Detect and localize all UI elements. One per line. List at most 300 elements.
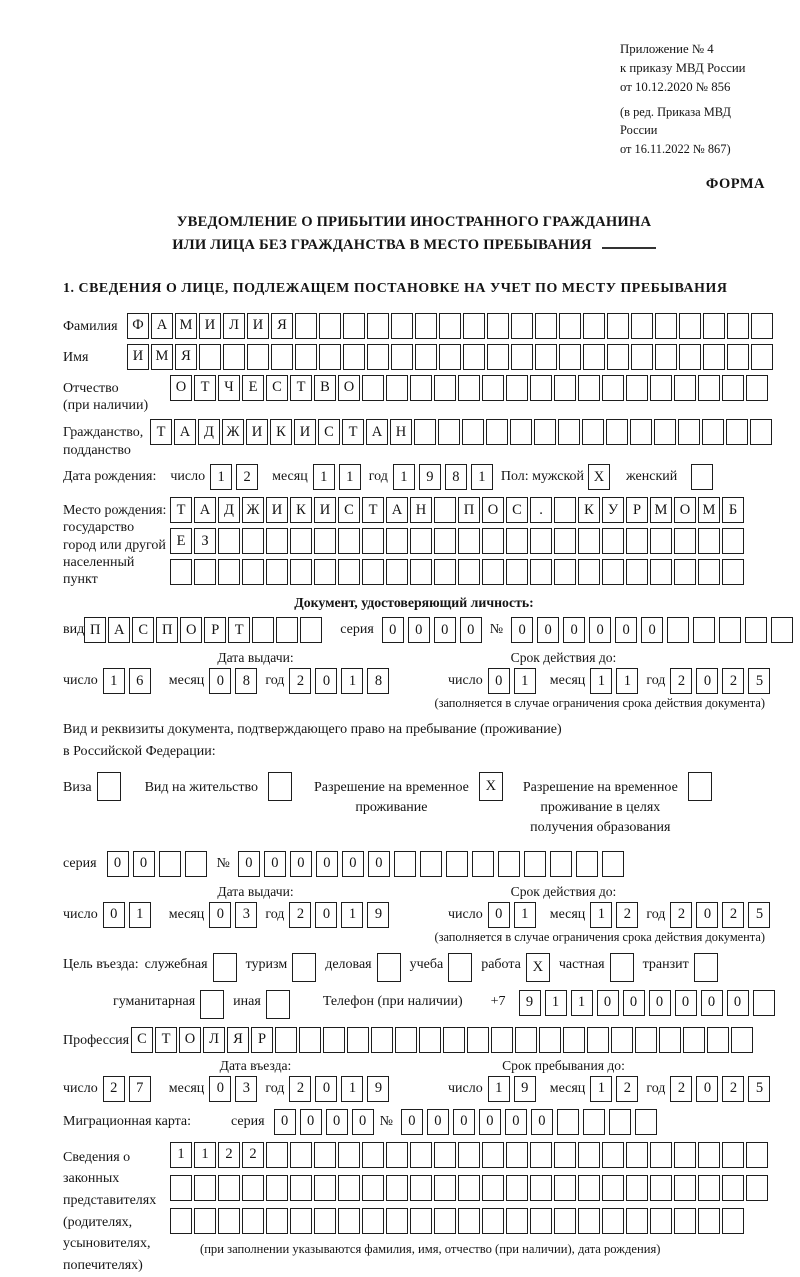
form-cell[interactable]: 0 xyxy=(505,1109,527,1135)
form-cell[interactable]: 1 xyxy=(393,464,415,490)
form-cell[interactable] xyxy=(438,419,460,445)
form-cell[interactable] xyxy=(576,851,598,877)
form-cell[interactable] xyxy=(482,375,504,401)
form-cell[interactable] xyxy=(694,953,718,982)
form-cell[interactable]: Я xyxy=(227,1027,249,1053)
form-cell[interactable] xyxy=(314,1208,336,1234)
form-cell[interactable] xyxy=(419,1027,441,1053)
form-cell[interactable] xyxy=(511,344,533,370)
form-cell[interactable] xyxy=(218,528,240,554)
form-cell[interactable]: 1 xyxy=(514,668,536,694)
form-cell[interactable]: М xyxy=(698,497,720,523)
form-cell[interactable] xyxy=(458,375,480,401)
form-cell[interactable]: 5 xyxy=(748,902,770,928)
form-cell[interactable] xyxy=(582,419,604,445)
form-cell[interactable]: 0 xyxy=(537,617,559,643)
form-cell[interactable] xyxy=(611,1027,633,1053)
form-cell[interactable] xyxy=(414,419,436,445)
form-cell[interactable] xyxy=(386,1175,408,1201)
form-cell[interactable]: 0 xyxy=(264,851,286,877)
form-cell[interactable]: 2 xyxy=(670,668,692,694)
form-cell[interactable] xyxy=(266,1142,288,1168)
form-cell[interactable]: Б xyxy=(722,497,744,523)
form-cell[interactable]: 8 xyxy=(445,464,467,490)
form-cell[interactable] xyxy=(631,344,653,370)
form-cell[interactable] xyxy=(300,617,322,643)
form-cell[interactable]: 0 xyxy=(427,1109,449,1135)
form-cell[interactable] xyxy=(467,1027,489,1053)
form-cell[interactable] xyxy=(362,1142,384,1168)
form-cell[interactable]: С xyxy=(506,497,528,523)
form-cell[interactable] xyxy=(170,1208,192,1234)
form-cell[interactable]: А xyxy=(194,497,216,523)
form-cell[interactable] xyxy=(462,419,484,445)
form-cell[interactable] xyxy=(626,375,648,401)
form-cell[interactable]: 5 xyxy=(748,668,770,694)
form-cell[interactable] xyxy=(506,1175,528,1201)
form-cell[interactable] xyxy=(97,772,121,801)
form-cell[interactable] xyxy=(367,313,389,339)
form-cell[interactable] xyxy=(583,313,605,339)
form-cell[interactable]: Ж xyxy=(222,419,244,445)
form-cell[interactable] xyxy=(410,1142,432,1168)
form-cell[interactable]: С xyxy=(266,375,288,401)
form-cell[interactable] xyxy=(771,617,793,643)
form-cell[interactable] xyxy=(674,1175,696,1201)
form-cell[interactable] xyxy=(550,851,572,877)
form-cell[interactable]: 1 xyxy=(545,990,567,1016)
form-cell[interactable] xyxy=(319,344,341,370)
form-cell[interactable] xyxy=(482,1208,504,1234)
form-cell[interactable] xyxy=(295,344,317,370)
form-cell[interactable] xyxy=(386,1208,408,1234)
form-cell[interactable]: О xyxy=(170,375,192,401)
form-cell[interactable]: 6 xyxy=(129,668,151,694)
form-cell[interactable] xyxy=(213,953,237,982)
form-cell[interactable] xyxy=(726,419,748,445)
form-cell[interactable]: Т xyxy=(290,375,312,401)
form-cell[interactable] xyxy=(242,528,264,554)
form-cell[interactable] xyxy=(578,528,600,554)
form-cell[interactable] xyxy=(559,313,581,339)
form-cell[interactable] xyxy=(410,559,432,585)
form-cell[interactable]: 2 xyxy=(722,902,744,928)
form-cell[interactable]: Е xyxy=(170,528,192,554)
form-cell[interactable] xyxy=(347,1027,369,1053)
form-cell[interactable] xyxy=(602,559,624,585)
form-cell[interactable]: 1 xyxy=(194,1142,216,1168)
form-cell[interactable]: 9 xyxy=(367,902,389,928)
form-cell[interactable] xyxy=(314,559,336,585)
form-cell[interactable]: 0 xyxy=(107,851,129,877)
form-cell[interactable] xyxy=(683,1027,705,1053)
form-cell[interactable] xyxy=(655,344,677,370)
form-cell[interactable] xyxy=(674,559,696,585)
form-cell[interactable] xyxy=(602,375,624,401)
form-cell[interactable] xyxy=(458,1142,480,1168)
form-cell[interactable] xyxy=(314,528,336,554)
form-cell[interactable] xyxy=(218,559,240,585)
form-cell[interactable] xyxy=(558,419,580,445)
form-cell[interactable]: 1 xyxy=(313,464,335,490)
form-cell[interactable]: О xyxy=(180,617,202,643)
form-cell[interactable]: Д xyxy=(218,497,240,523)
form-cell[interactable]: Н xyxy=(390,419,412,445)
form-cell[interactable]: Я xyxy=(271,313,293,339)
form-cell[interactable] xyxy=(698,1208,720,1234)
form-cell[interactable] xyxy=(557,1109,579,1135)
form-cell[interactable] xyxy=(159,851,181,877)
form-cell[interactable] xyxy=(727,344,749,370)
form-cell[interactable]: 2 xyxy=(722,668,744,694)
form-cell[interactable]: 0 xyxy=(326,1109,348,1135)
form-cell[interactable]: О xyxy=(338,375,360,401)
form-cell[interactable]: 0 xyxy=(316,851,338,877)
form-cell[interactable]: 0 xyxy=(368,851,390,877)
form-cell[interactable]: 0 xyxy=(209,902,231,928)
form-cell[interactable]: П xyxy=(458,497,480,523)
form-cell[interactable] xyxy=(674,1142,696,1168)
form-cell[interactable] xyxy=(655,313,677,339)
form-cell[interactable]: И xyxy=(247,313,269,339)
form-cell[interactable]: X xyxy=(526,953,550,982)
form-cell[interactable]: 2 xyxy=(670,1076,692,1102)
form-cell[interactable] xyxy=(626,1175,648,1201)
form-cell[interactable] xyxy=(698,528,720,554)
form-cell[interactable]: О xyxy=(674,497,696,523)
form-cell[interactable] xyxy=(698,559,720,585)
form-cell[interactable] xyxy=(319,313,341,339)
form-cell[interactable]: 0 xyxy=(641,617,663,643)
form-cell[interactable] xyxy=(386,1142,408,1168)
form-cell[interactable]: 0 xyxy=(696,902,718,928)
form-cell[interactable]: 0 xyxy=(453,1109,475,1135)
form-cell[interactable] xyxy=(185,851,207,877)
form-cell[interactable]: Л xyxy=(223,313,245,339)
form-cell[interactable]: Р xyxy=(626,497,648,523)
form-cell[interactable]: 1 xyxy=(514,902,536,928)
form-cell[interactable] xyxy=(659,1027,681,1053)
form-cell[interactable]: 0 xyxy=(342,851,364,877)
form-cell[interactable] xyxy=(506,528,528,554)
form-cell[interactable] xyxy=(362,1175,384,1201)
form-cell[interactable] xyxy=(194,1208,216,1234)
form-cell[interactable]: 1 xyxy=(341,902,363,928)
form-cell[interactable] xyxy=(386,375,408,401)
form-cell[interactable]: 0 xyxy=(701,990,723,1016)
form-cell[interactable] xyxy=(498,851,520,877)
form-cell[interactable] xyxy=(290,1175,312,1201)
form-cell[interactable] xyxy=(679,313,701,339)
form-cell[interactable] xyxy=(678,419,700,445)
form-cell[interactable]: 1 xyxy=(488,1076,510,1102)
form-cell[interactable] xyxy=(343,344,365,370)
form-cell[interactable]: П xyxy=(156,617,178,643)
form-cell[interactable]: 0 xyxy=(615,617,637,643)
form-cell[interactable] xyxy=(434,497,456,523)
form-cell[interactable]: 0 xyxy=(696,668,718,694)
form-cell[interactable] xyxy=(391,313,413,339)
form-cell[interactable]: X xyxy=(479,772,503,801)
form-cell[interactable]: 1 xyxy=(471,464,493,490)
form-cell[interactable] xyxy=(510,419,532,445)
form-cell[interactable] xyxy=(463,344,485,370)
form-cell[interactable] xyxy=(448,953,472,982)
form-cell[interactable] xyxy=(688,772,712,801)
form-cell[interactable]: 2 xyxy=(289,902,311,928)
form-cell[interactable]: 3 xyxy=(235,1076,257,1102)
form-cell[interactable]: О xyxy=(482,497,504,523)
form-cell[interactable] xyxy=(602,1208,624,1234)
form-cell[interactable]: 0 xyxy=(727,990,749,1016)
form-cell[interactable]: 0 xyxy=(589,617,611,643)
form-cell[interactable] xyxy=(200,990,224,1019)
form-cell[interactable] xyxy=(626,1142,648,1168)
form-cell[interactable] xyxy=(563,1027,585,1053)
form-cell[interactable] xyxy=(487,344,509,370)
form-cell[interactable] xyxy=(602,851,624,877)
form-cell[interactable]: И xyxy=(199,313,221,339)
form-cell[interactable] xyxy=(626,528,648,554)
form-cell[interactable] xyxy=(486,419,508,445)
form-cell[interactable]: 0 xyxy=(511,617,533,643)
form-cell[interactable]: 1 xyxy=(170,1142,192,1168)
form-cell[interactable] xyxy=(343,313,365,339)
form-cell[interactable] xyxy=(275,1027,297,1053)
form-cell[interactable] xyxy=(535,344,557,370)
form-cell[interactable] xyxy=(391,344,413,370)
form-cell[interactable]: Т xyxy=(228,617,250,643)
form-cell[interactable]: 1 xyxy=(341,1076,363,1102)
form-cell[interactable] xyxy=(458,1208,480,1234)
form-cell[interactable] xyxy=(727,313,749,339)
form-cell[interactable] xyxy=(242,1208,264,1234)
form-cell[interactable]: П xyxy=(84,617,106,643)
form-cell[interactable]: 0 xyxy=(290,851,312,877)
form-cell[interactable]: 5 xyxy=(748,1076,770,1102)
form-cell[interactable]: 2 xyxy=(670,902,692,928)
form-cell[interactable] xyxy=(338,528,360,554)
form-cell[interactable] xyxy=(506,1208,528,1234)
form-cell[interactable] xyxy=(434,1142,456,1168)
form-cell[interactable]: М xyxy=(151,344,173,370)
form-cell[interactable] xyxy=(650,1208,672,1234)
form-cell[interactable] xyxy=(472,851,494,877)
form-cell[interactable] xyxy=(266,990,290,1019)
form-cell[interactable] xyxy=(338,559,360,585)
form-cell[interactable]: 0 xyxy=(300,1109,322,1135)
form-cell[interactable] xyxy=(530,1175,552,1201)
form-cell[interactable] xyxy=(530,559,552,585)
form-cell[interactable]: З xyxy=(194,528,216,554)
form-cell[interactable] xyxy=(530,528,552,554)
form-cell[interactable] xyxy=(722,1208,744,1234)
form-cell[interactable] xyxy=(626,559,648,585)
form-cell[interactable] xyxy=(371,1027,393,1053)
form-cell[interactable]: 9 xyxy=(419,464,441,490)
form-cell[interactable] xyxy=(745,617,767,643)
form-cell[interactable] xyxy=(338,1208,360,1234)
form-cell[interactable]: 2 xyxy=(218,1142,240,1168)
form-cell[interactable]: Т xyxy=(362,497,384,523)
form-cell[interactable] xyxy=(703,344,725,370)
form-cell[interactable] xyxy=(362,1208,384,1234)
form-cell[interactable] xyxy=(506,559,528,585)
form-cell[interactable] xyxy=(223,344,245,370)
form-cell[interactable] xyxy=(295,313,317,339)
form-cell[interactable]: М xyxy=(650,497,672,523)
form-cell[interactable] xyxy=(654,419,676,445)
form-cell[interactable] xyxy=(515,1027,537,1053)
form-cell[interactable]: Д xyxy=(198,419,220,445)
place-blank-line[interactable] xyxy=(602,235,656,249)
form-cell[interactable] xyxy=(458,1175,480,1201)
form-cell[interactable] xyxy=(691,464,713,490)
form-cell[interactable]: 1 xyxy=(616,668,638,694)
form-cell[interactable] xyxy=(602,1142,624,1168)
form-cell[interactable] xyxy=(530,375,552,401)
form-cell[interactable] xyxy=(218,1175,240,1201)
form-cell[interactable]: А xyxy=(108,617,130,643)
form-cell[interactable] xyxy=(578,375,600,401)
form-cell[interactable] xyxy=(535,313,557,339)
form-cell[interactable] xyxy=(434,528,456,554)
form-cell[interactable] xyxy=(578,1142,600,1168)
form-cell[interactable] xyxy=(410,375,432,401)
form-cell[interactable] xyxy=(290,1142,312,1168)
form-cell[interactable] xyxy=(410,1208,432,1234)
form-cell[interactable] xyxy=(482,559,504,585)
form-cell[interactable] xyxy=(583,1109,605,1135)
form-cell[interactable] xyxy=(650,1142,672,1168)
form-cell[interactable] xyxy=(606,419,628,445)
form-cell[interactable]: 7 xyxy=(129,1076,151,1102)
form-cell[interactable] xyxy=(362,528,384,554)
form-cell[interactable]: 2 xyxy=(616,1076,638,1102)
form-cell[interactable]: Ф xyxy=(127,313,149,339)
form-cell[interactable]: 1 xyxy=(571,990,593,1016)
form-cell[interactable] xyxy=(271,344,293,370)
form-cell[interactable]: Н xyxy=(410,497,432,523)
form-cell[interactable] xyxy=(439,313,461,339)
form-cell[interactable] xyxy=(610,953,634,982)
form-cell[interactable]: 9 xyxy=(519,990,541,1016)
form-cell[interactable]: 2 xyxy=(103,1076,125,1102)
form-cell[interactable]: Т xyxy=(194,375,216,401)
form-cell[interactable] xyxy=(446,851,468,877)
form-cell[interactable] xyxy=(266,1208,288,1234)
form-cell[interactable] xyxy=(458,559,480,585)
form-cell[interactable] xyxy=(698,1142,720,1168)
form-cell[interactable]: 3 xyxy=(235,902,257,928)
form-cell[interactable] xyxy=(698,375,720,401)
form-cell[interactable] xyxy=(559,344,581,370)
form-cell[interactable] xyxy=(602,528,624,554)
form-cell[interactable]: 2 xyxy=(289,1076,311,1102)
form-cell[interactable]: 8 xyxy=(235,668,257,694)
form-cell[interactable] xyxy=(434,375,456,401)
form-cell[interactable] xyxy=(650,1175,672,1201)
form-cell[interactable] xyxy=(698,1175,720,1201)
form-cell[interactable]: Т xyxy=(150,419,172,445)
form-cell[interactable]: Т xyxy=(170,497,192,523)
form-cell[interactable] xyxy=(463,313,485,339)
form-cell[interactable]: 0 xyxy=(408,617,430,643)
form-cell[interactable]: 0 xyxy=(531,1109,553,1135)
form-cell[interactable]: 8 xyxy=(367,668,389,694)
form-cell[interactable] xyxy=(746,1142,768,1168)
form-cell[interactable]: 1 xyxy=(590,902,612,928)
form-cell[interactable] xyxy=(218,1208,240,1234)
form-cell[interactable]: 0 xyxy=(563,617,585,643)
form-cell[interactable]: И xyxy=(266,497,288,523)
form-cell[interactable] xyxy=(420,851,442,877)
form-cell[interactable] xyxy=(386,528,408,554)
form-cell[interactable] xyxy=(290,528,312,554)
form-cell[interactable]: 0 xyxy=(597,990,619,1016)
form-cell[interactable]: 2 xyxy=(616,902,638,928)
form-cell[interactable]: Ж xyxy=(242,497,264,523)
form-cell[interactable] xyxy=(266,559,288,585)
form-cell[interactable]: О xyxy=(179,1027,201,1053)
form-cell[interactable] xyxy=(410,1175,432,1201)
form-cell[interactable] xyxy=(746,375,768,401)
form-cell[interactable]: 2 xyxy=(242,1142,264,1168)
form-cell[interactable] xyxy=(266,528,288,554)
form-cell[interactable] xyxy=(276,617,298,643)
form-cell[interactable]: 9 xyxy=(367,1076,389,1102)
form-cell[interactable]: 0 xyxy=(352,1109,374,1135)
form-cell[interactable] xyxy=(530,1142,552,1168)
form-cell[interactable] xyxy=(609,1109,631,1135)
form-cell[interactable] xyxy=(674,528,696,554)
form-cell[interactable]: 2 xyxy=(722,1076,744,1102)
form-cell[interactable] xyxy=(410,528,432,554)
form-cell[interactable]: С xyxy=(338,497,360,523)
form-cell[interactable] xyxy=(751,344,773,370)
form-cell[interactable] xyxy=(626,1208,648,1234)
form-cell[interactable] xyxy=(650,559,672,585)
form-cell[interactable] xyxy=(434,1175,456,1201)
form-cell[interactable] xyxy=(362,375,384,401)
form-cell[interactable] xyxy=(247,344,269,370)
form-cell[interactable] xyxy=(722,1142,744,1168)
form-cell[interactable]: А xyxy=(366,419,388,445)
form-cell[interactable] xyxy=(314,1142,336,1168)
form-cell[interactable] xyxy=(323,1027,345,1053)
form-cell[interactable]: . xyxy=(530,497,552,523)
form-cell[interactable]: К xyxy=(290,497,312,523)
form-cell[interactable] xyxy=(252,617,274,643)
form-cell[interactable]: А xyxy=(386,497,408,523)
form-cell[interactable] xyxy=(587,1027,609,1053)
form-cell[interactable] xyxy=(314,1175,336,1201)
form-cell[interactable] xyxy=(751,313,773,339)
form-cell[interactable]: 2 xyxy=(289,668,311,694)
form-cell[interactable] xyxy=(394,851,416,877)
form-cell[interactable]: А xyxy=(151,313,173,339)
form-cell[interactable] xyxy=(674,375,696,401)
form-cell[interactable] xyxy=(719,617,741,643)
form-cell[interactable] xyxy=(377,953,401,982)
form-cell[interactable] xyxy=(506,375,528,401)
form-cell[interactable]: Т xyxy=(342,419,364,445)
form-cell[interactable] xyxy=(242,1175,264,1201)
form-cell[interactable]: И xyxy=(246,419,268,445)
form-cell[interactable] xyxy=(635,1109,657,1135)
form-cell[interactable] xyxy=(268,772,292,801)
form-cell[interactable]: Е xyxy=(242,375,264,401)
